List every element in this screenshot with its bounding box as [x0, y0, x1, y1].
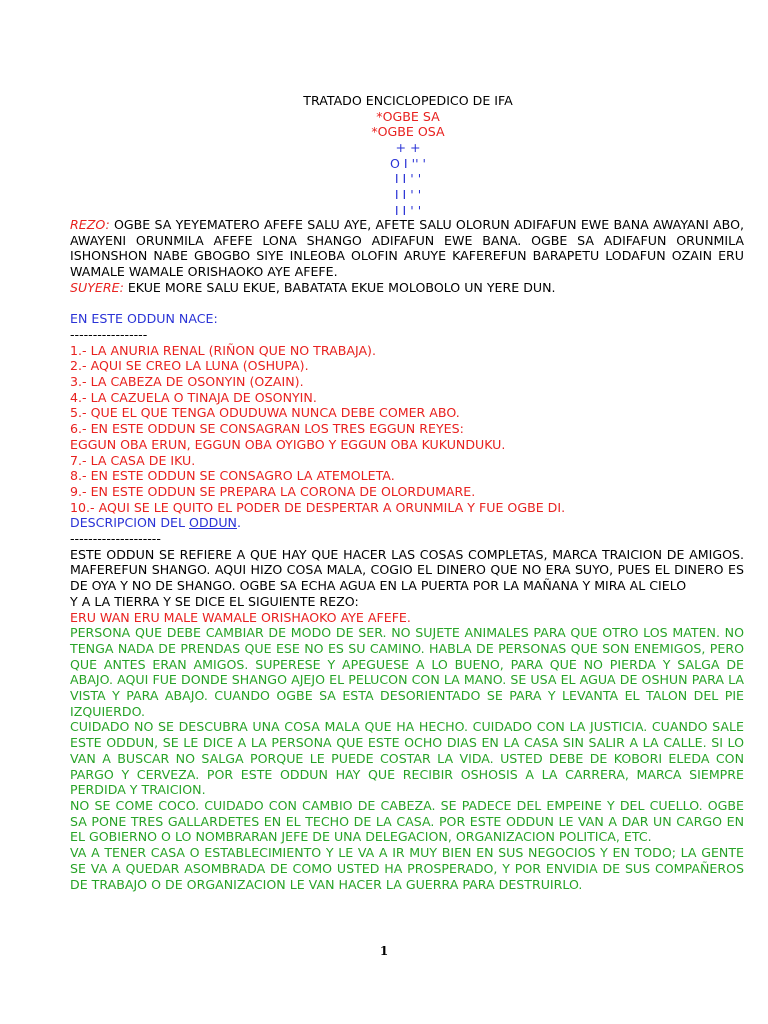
list-item: 2.- AQUI SE CREO LA LUNA (OSHUPA).	[70, 358, 309, 374]
advice-paragraph: VA A TENER CASA O ESTABLECIMIENTO Y LE VA A IR MUY BIEN EN SUS NEGOCIOS Y EN TODO; LA GENTE SE VA A QUEDAR ASOMBRADA DE COMO USTED HA PROSPERADO, Y POR ENVIDIA DE SUS COMPAÑEROS DE TRABAJO O DE ORGANIZACION LE VAN HACER LA GUERRA PARA DESTRUIRLO.	[70, 845, 744, 892]
list-item: 6.- EN ESTE ODDUN SE CONSAGRAN LOS TRES EGGUN REYES:	[70, 421, 464, 437]
list-item: 9.- EN ESTE ODDUN SE PREPARA LA CORONA DE OLORDUMARE.	[70, 483, 476, 499]
oddun-sign-line: I I ' '	[394, 171, 422, 187]
advice-paragraph: CUIDADO NO SE DESCUBRA UNA COSA MALA QUE HA HECHO. CUIDADO CON LA JUSTICIA. CUANDO SALE ESTE ODDUN, SE LE DICE A LA PERSONA QUE ESTE OCHO DIAS EN LA CASA SIN SALIR A LA CALLE. SI LO VAN A BUSCAR NO SALGA PORQUE LE PUEDE COSTAR LA VIDA. USTED DEBE DE KOBORI ELEDA CON PARGO Y CERVEZA. POR ESTE ODDUN HAY QUE RECIBIR OSHOSIS A LA CARRERA, MARCA SIEMPRE PERDIDA Y TRAICION.	[70, 719, 744, 798]
nace-heading: EN ESTE ODDUN NACE:	[70, 311, 218, 327]
list-item: 4.- LA CAZUELA O TINAJA DE OSONYIN.	[70, 389, 317, 405]
spacer	[70, 296, 744, 312]
document-header	[0, 93, 768, 219]
rezo-label: REZO:	[70, 217, 110, 232]
list-item: 3.- LA CABEZA DE OSONYIN (OZAIN).	[70, 374, 304, 390]
list-item: 7.- LA CASA DE IKU.	[70, 452, 196, 468]
separator: --------------------	[70, 531, 161, 547]
oddun-link[interactable]: ODDUN	[189, 515, 237, 531]
list-item: 5.- QUE EL QUE TENGA ODUDUWA NUNCA DEBE COMER ABO.	[70, 405, 460, 421]
oddun-name-secondary: *OGBE OSA	[371, 124, 445, 140]
descripcion-heading-text: DESCRIPCION DEL	[70, 515, 190, 531]
rezo-text: OGBE SA YEYEMATERO AFEFE SALU AYE, AFETE SALU OLORUN ADIFAFUN EWE BANA AWAYANI ABO, AWAYENI ORUNMILA AFEFE LONA SHANGO ADIFAFUN EWE BANA. OGBE SA ADIFAFUN ORUNMILA ISHONSHON NABE GBOGBO SIYE INLEOBA OLOFIN ARUYE KAFEREFUN BARAPETU LODAFUN OZAIN ERU WAMALE WAMALE ORISHAOKO AYE AFEFE.	[70, 217, 744, 280]
advice-paragraph: NO SE COME COCO. CUIDADO CON CAMBIO DE CABEZA. SE PADECE DEL EMPEINE Y DEL CUELLO. OGBE SA PONE TRES GALLARDETES EN EL TECHO DE LA CASA. POR ESTE ODDUN LE VAN A DAR UN CARGO EN EL GOBIERNO O LO NOMBRARAN JEFE DE UNA DELEGACION, ORGANIZACION POLITICA, ETC.	[70, 798, 744, 845]
suyere-paragraph	[70, 280, 744, 296]
descripcion-heading-end: .	[236, 515, 241, 531]
list-item: 8.- EN ESTE ODDUN SE CONSAGRO LA ATEMOLETA.	[70, 468, 395, 484]
document-body	[70, 217, 744, 892]
description-paragraph: Y A LA TIERRA Y SE DICE EL SIGUIENTE REZO:	[70, 593, 359, 609]
list-item: 10.- AQUI SE LE QUITO EL PODER DE DESPERTAR A ORUNMILA Y FUE OGBE DI.	[70, 499, 566, 515]
page-number: 1	[379, 944, 389, 958]
rezo-paragraph	[70, 217, 744, 280]
descripcion-heading	[70, 515, 744, 531]
suyere-text: EKUE MORE SALU EKUE, BABATATA EKUE MOLOBOLO UN YERE DUN.	[123, 279, 556, 295]
oddun-name-primary: *OGBE SA	[376, 108, 440, 124]
document-title: TRATADO ENCICLOPEDICO DE IFA	[303, 93, 513, 108]
oddun-sign-line: + +	[395, 140, 421, 156]
oddun-sign-line: O I '' '	[389, 155, 427, 171]
separator: -----------------	[70, 326, 148, 342]
oddun-sign-line: I I ' '	[394, 187, 422, 203]
suyere-label: SUYERE:	[70, 279, 124, 295]
list-item: 1.- LA ANURIA RENAL (RIÑON QUE NO TRABAJA).	[70, 342, 376, 358]
nace-list	[70, 343, 744, 516]
rezo-secondary: ERU WAN ERU MALE WAMALE ORISHAOKO AYE AFEFE.	[70, 609, 411, 625]
list-item: EGGUN OBA ERUN, EGGUN OBA OYIGBO Y EGGUN OBA KUKUNDUKU.	[70, 436, 506, 452]
advice-paragraph: PERSONA QUE DEBE CAMBIAR DE MODO DE SER. NO SUJETE ANIMALES PARA QUE OTRO LOS MATEN. NO TENGA NADA DE PRENDAS QUE ESE NO ES SU CAMINO. HABLA DE PERSONAS QUE SON ENEMIGOS, PERO QUE ANTES ERAN AMIGOS. SUPERESE Y APEGUESE A LO BUENO, PARA QUE NO PIERDA Y SALGA DE ABAJO. AQUI FUE DONDE SHANGO AJEJO EL PELUCON CON LA MANO. SE USA EL AGUA DE OSHUN PARA LA VISTA Y PARA ABAJO. CUANDO OGBE SA ESTA DESORIENTADO SE PARA Y LEVANTA EL TALON DEL PIE IZQUIERDO.	[70, 625, 744, 719]
description-paragraph: ESTE ODDUN SE REFIERE A QUE HAY QUE HACER LAS COSAS COMPLETAS, MARCA TRAICION DE AMIGOS. MAFEREFUN SHANGO. AQUI HIZO COSA MALA, COGIO EL DINERO QUE NO ERA SUYO, PUES EL DINERO ES DE OYA Y NO DE SHANGO. OGBE SA ECHA AGUA EN LA PUERTA POR LA MAÑANA Y MIRA AL CIELO	[70, 546, 744, 594]
oddun-sign-line: I I ' '	[394, 202, 422, 218]
